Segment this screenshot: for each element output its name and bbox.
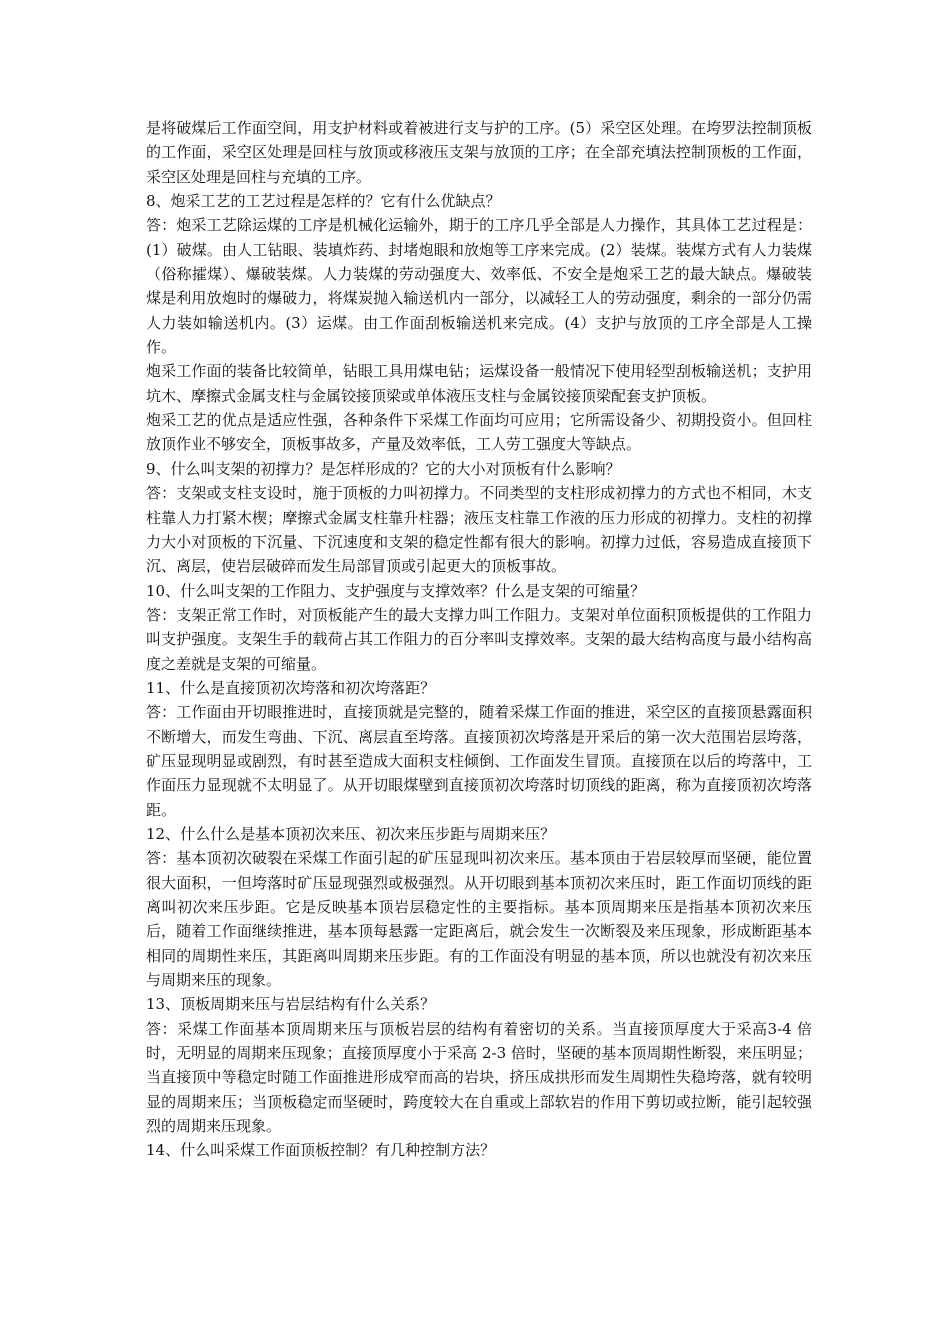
question-11-heading: 11、什么是直接顶初次垮落和初次垮落距？	[146, 678, 436, 697]
answer-10: 答：支架正常工作时，对顶板能产生的最大支撑力叫工作阻力。支架对单位面积顶板提供的工作阻力叫支护强度。支架生手的载荷占其工作阻力的百分率叫支撑效率。支架的最大结构高度与最小结构高度之差就是支架的可缩量。	[146, 605, 812, 673]
question-12-heading: 12、什么什么是基本顶初次来压、初次来压步距与周期来压？	[146, 824, 556, 843]
question-10-heading: 10、什么叫支架的工作阻力、支护强度与支撑效率？什么是支架的可缩量？	[146, 581, 646, 600]
answer-11: 答：工作面由开切眼推进时，直接顶就是完整的，随着采煤工作面的推进，采空区的直接顶悬露面积不断增大，而发生弯曲、下沉、离层直至垮落。直接顶初次垮落是开采后的第一次大范围岩层垮落，矿压显现明显或剧烈，有时甚至造成大面积支柱倾倒、工作面发生冒顶。直接顶在以后的垮落中，工作面压力显现就不太明显了。从开切眼煤壁到直接顶初次垮落时切顶线的距离，称为直接顶初次垮落距。	[146, 703, 812, 819]
answer-9: 答：支架或支柱支设时，施于顶板的力叫初撑力。不同类型的支柱形成初撑力的方式也不相同，木支柱靠人力打紧木楔；摩擦式金属支柱靠升柱器；液压支柱靠工作液的压力形成的初撑力。支柱的初撑力大小对顶板的下沉量、下沉速度和支架的稳定性都有很大的影响。初撑力过低，容易造成直接顶下沉、离层，使岩层破碎而发生局部冒顶或引起更大的顶板事故。	[146, 484, 812, 576]
question-14-heading: 14、什么叫采煤工作面顶板控制？有几种控制方法？	[146, 1141, 496, 1160]
answer-8-process: 答：炮采工艺除运煤的工序是机械化运输外，期于的工序几乎全部是人力操作，其具体工艺过程是：(1）破煤。由人工钻眼、装填炸药、封堵炮眼和放炮等工序来完成。(2）装煤。装煤方式有人力装煤（俗称攉煤）、爆破装煤。人力装煤的劳动强度大、效率低、不安全是炮采工艺的最大缺点。爆破装煤是利用放炮时的爆破力，将煤炭抛入输送机内一部分，以减轻工人的劳动强度，剩余的一部分仍需人力装如输送机内。(3）运煤。由工作面刮板输送机来完成。(4）支护与放顶的工序全部是人工操作。	[146, 216, 812, 357]
question-9-heading: 9、什么叫支架的初撑力？是怎样形成的？它的大小对顶板有什么影响？	[146, 459, 621, 478]
answer-8-pros-cons: 炮采工艺的优点是适应性强，各种条件下采煤工作面均可应用；它所需设备少、初期投资小。但回柱放顶作业不够安全，顶板事故多，产量及效率低，工人劳工强度大等缺点。	[146, 411, 812, 454]
question-8-heading: 8、炮采工艺的工艺过程是怎样的？它有什么优缺点？	[146, 192, 501, 211]
document-body	[146, 116, 812, 1163]
answer-12: 答：基本顶初次破裂在采煤工作面引起的矿压显现叫初次来压。基本顶由于岩层较厚而坚硬，能位置很大面积，一但垮落时矿压显现强烈或极强烈。从开切眼到基本顶初次来压时，距工作面切顶线的距离叫初次来压步距。它是反映基本顶岩层稳定性的主要指标。基本顶周期来压是指基本顶初次来压后，随着工作面继续推进，基本顶每悬露一定距离后，就会发生一次断裂及来压现象，形成断距基本相同的周期性来压，其距离叫周期来压步距。有的工作面没有明显的基本顶，所以也就没有初次来压与周期来压的现象。	[146, 849, 812, 990]
question-13-heading: 13、顶板周期来压与岩层结构有什么关系？	[146, 995, 436, 1014]
paragraph-goaf-treatment: 是将破煤后工作面空间，用支护材料或着被进行支与护的工序。(5）采空区处理。在垮罗法控制顶板的工作面，采空区处理是回柱与放顶或移液压支架与放顶的工序；在全部充填法控制顶板的工作面，采空区处理是回柱与充填的工序。	[146, 119, 812, 186]
answer-8-equipment: 炮采工作面的装备比较简单，钻眼工具用煤电钻；运煤设备一般情况下使用轻型刮板输送机；支护用坑木、摩擦式金属支柱与金属铰接顶梁或单体液压支柱与金属铰接顶梁配套支护顶板。	[146, 362, 812, 405]
answer-13: 答：采煤工作面基本顶周期来压与顶板岩层的结构有着密切的关系。当直接顶厚度大于采高3-4 倍时，无明显的周期来压现象；直接顶厚度小于采高 2-3 倍时，坚硬的基本顶周期性断裂，来压明显；当直接顶中等稳定时随工作面推进形成窄而高的岩块，挤压成拱形而发生周期性失稳垮落，就有较明显的周期来压；当顶板稳定而坚硬时，跨度较大在自重或上部软岩的作用下剪切或拉断，能引起较强烈的周期来压现象。	[146, 1019, 812, 1136]
